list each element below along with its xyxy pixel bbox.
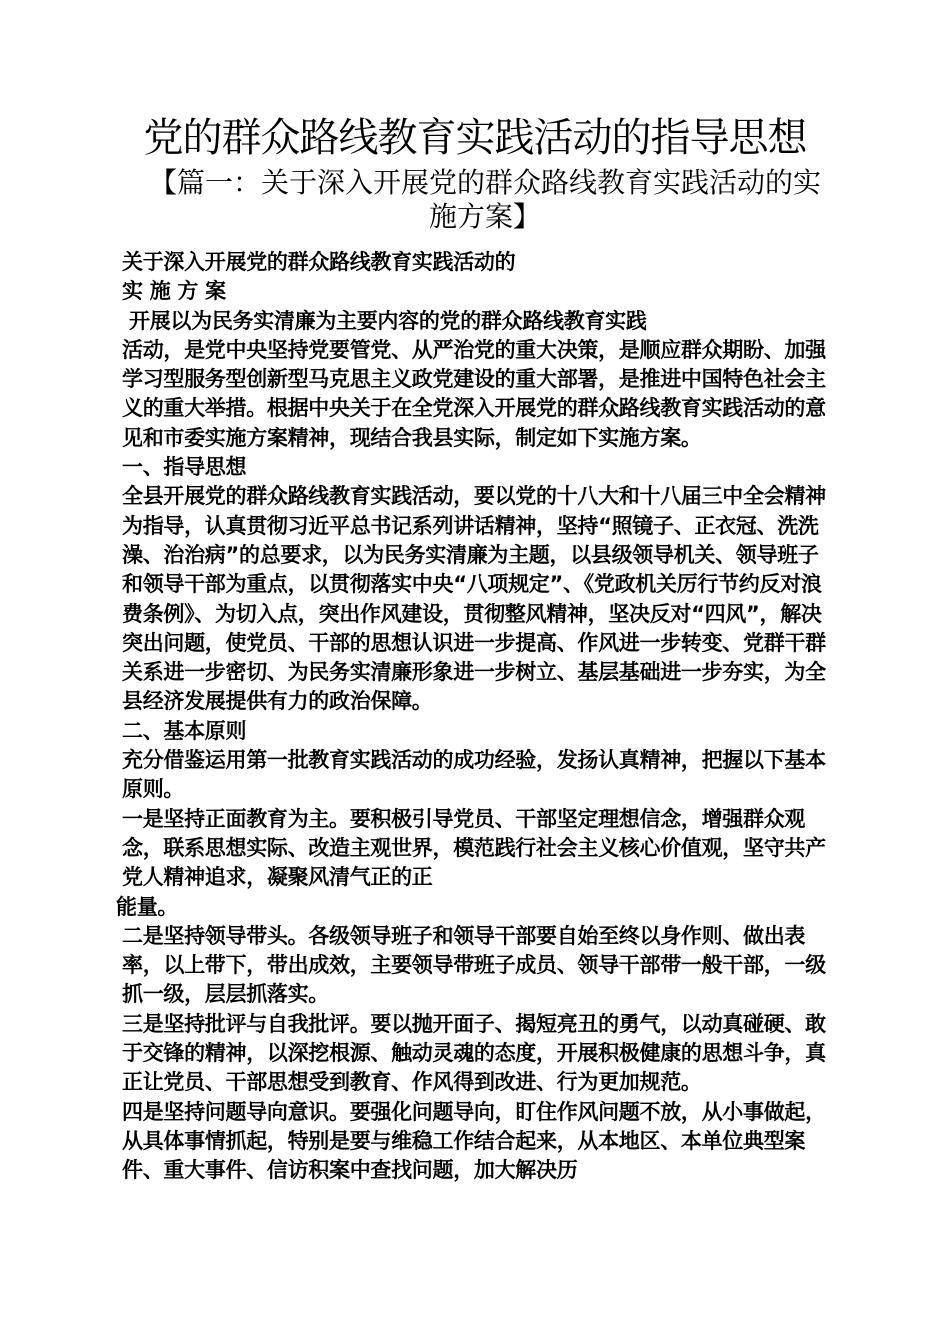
heading-plan-title: 关于深入开展党的群众路线教育实践活动的	[122, 250, 516, 274]
paragraph-principle-three: 三是坚持批评与自我批评。要以抛开面子、揭短亮丑的勇气，以动真碰硬、敢于交锋的精神，以深挖根源、触动灵魂的态度，开展积极健康的思想斗争，真正让党员、干部思想受到教育、作风得到改进、行为更加规范。	[122, 1011, 826, 1095]
paragraph-guiding-thought: 全县开展党的群众路线教育实践活动，要以党的十八大和十八届三中全会精神为指导，认真贯彻习近平总书记系列讲话精神，坚持“照镜子、正衣冠、洗洗澡、治治病”的总要求，以为民务实清廉为主题，以县级领导机关、领导班子和领导干部为重点，以贯彻落实中央“八项规定”、《党政机关厉行节约反对浪费条例》、为切入点，突出作风建设，贯彻整风精神，坚决反对“四风”，解决突出问题，使党员、干部的思想认识进一步提高、作风进一步转变、党群干群关系进一步密切、为民务实清廉形象进一步树立、基层基础进一步夯实，为全县经济发展提供有力的政治保障。	[122, 484, 826, 714]
paragraph-intro-line: 开展以为民务实清廉为主要内容的党的群众路线教育实践	[122, 308, 647, 333]
document-subtitle: 【篇一：关于深入开展党的群众路线教育实践活动的实施方案】	[148, 166, 821, 233]
paragraph-principle-one: 一是坚持正面教育为主。要积极引导党员、干部坚定理想信念，增强群众观念，联系思想实际、改造主观世界，模范践行社会主义核心价值观，坚守共产党人精神追求，凝聚风清气正的正	[122, 806, 826, 890]
document-body	[116, 248, 836, 1186]
document-title: 党的群众路线教育实践活动的指导思想	[143, 115, 807, 161]
section-heading-basic-principles: 二、基本原则	[122, 718, 247, 743]
paragraph-principle-one-cont: 能量。	[116, 894, 179, 919]
paragraph-intro: 活动，是党中央坚持党要管党、从严治党的重大决策，是顺应群众期盼、加强学习型服务型创新型马克思主义政党建设的重大部署，是推进中国特色社会主义的重大举措。根据中央关于在全党深入开展党的群众路线教育实践活动的意见和市委实施方案精神，现结合我县实际，制定如下实施方案。	[122, 337, 826, 450]
section-heading-guiding-thought: 一、指导思想	[122, 455, 247, 480]
paragraph-principles-intro: 充分借鉴运用第一批教育实践活动的成功经验，发扬认真精神，把握以下基本原则。	[122, 748, 826, 802]
heading-plan-label: 实 施 方 案	[122, 279, 226, 304]
paragraph-principle-four: 四是坚持问题导向意识。要强化问题导向，盯住作风问题不放，从小事做起，从具体事情抓起，特别是要与维稳工作结合起来，从本地区、本单位典型案件、重大事件、信访积案中查找问题，加大解决历	[122, 1099, 826, 1183]
paragraph-principle-two: 二是坚持领导带头。各级领导班子和领导干部要自始至终以身作则、做出表率，以上带下，带出成效，主要领导带班子成员、领导干部带一般干部，一级抓一级，层层抓落实。	[122, 923, 826, 1007]
